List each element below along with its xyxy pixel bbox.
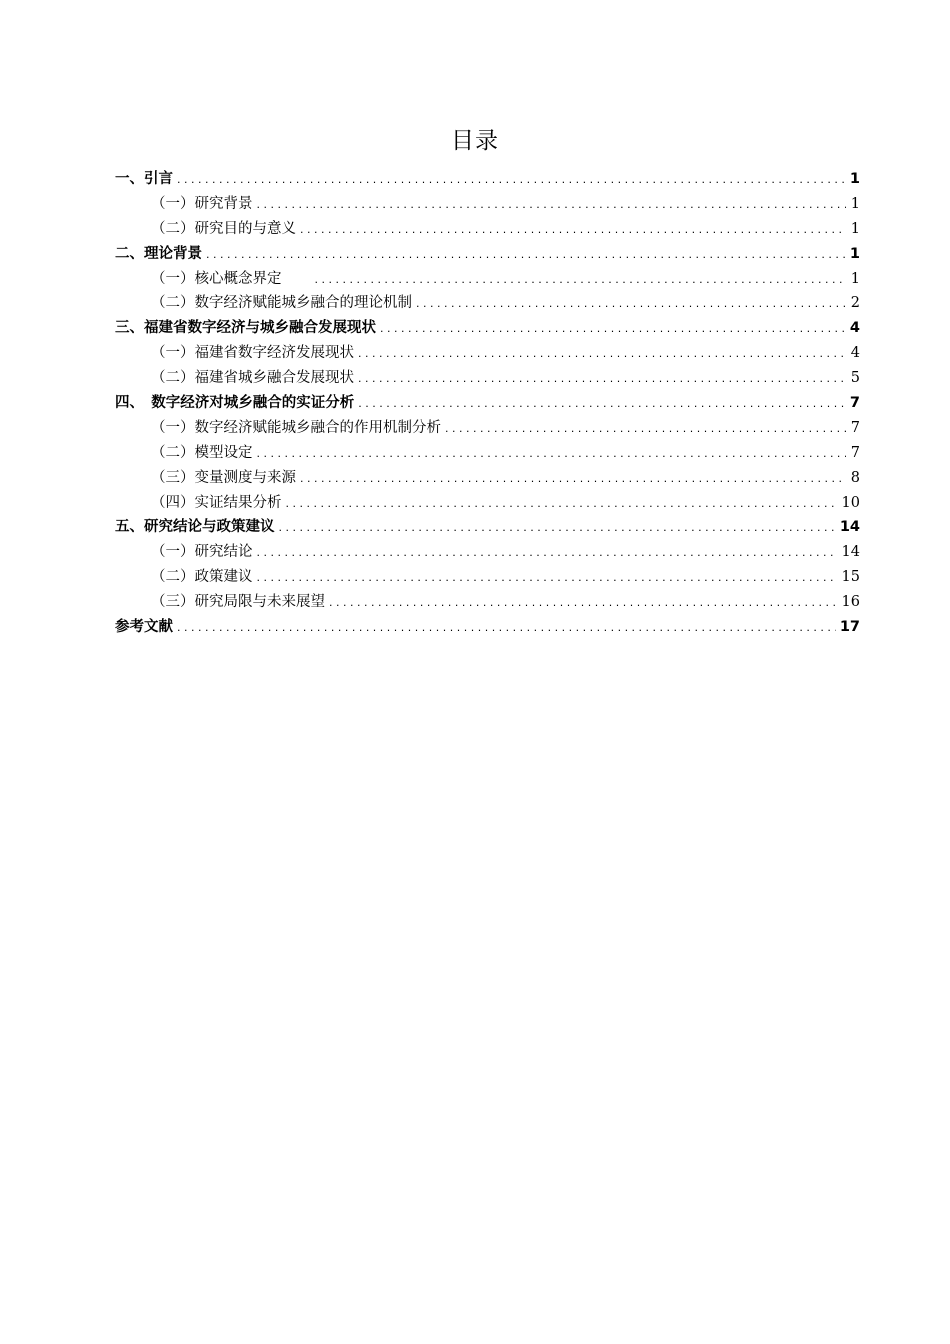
toc-entry-text: （一）数字经济赋能城乡融合的作用机制分析 <box>151 419 441 436</box>
toc-entry[interactable] <box>115 366 860 391</box>
toc-dot-leader <box>358 392 846 417</box>
toc-page-number: 7 <box>850 419 860 436</box>
toc-entry[interactable] <box>115 416 860 441</box>
toc-page-number: 4 <box>849 320 860 337</box>
toc-page-number: 14 <box>839 519 860 536</box>
toc-entry[interactable] <box>115 316 860 341</box>
toc-dot-leader <box>257 541 838 566</box>
toc-entry-text: 二、理论背景 <box>115 245 202 262</box>
toc-entry-text: 参考文献 <box>115 619 173 636</box>
toc-entry[interactable] <box>115 391 860 416</box>
toc-entry[interactable] <box>115 267 860 292</box>
toc-page-number: 1 <box>850 220 860 237</box>
table-of-contents <box>115 167 860 640</box>
toc-dot-leader <box>358 342 846 367</box>
toc-entry-text: 四、 数字经济对城乡融合的实证分析 <box>115 395 355 412</box>
toc-page-number: 2 <box>850 295 860 312</box>
toc-entry-text: （二）政策建议 <box>151 569 253 586</box>
toc-entry-text: （二）研究目的与意义 <box>151 220 296 237</box>
toc-entry[interactable] <box>115 615 860 640</box>
toc-entry[interactable] <box>115 341 860 366</box>
toc-page-number: 10 <box>841 494 860 511</box>
toc-dot-leader <box>416 292 846 317</box>
toc-page-number: 1 <box>850 195 860 212</box>
toc-entry-text: 一、引言 <box>115 171 173 187</box>
toc-page-number: 1 <box>849 171 860 187</box>
toc-entry[interactable] <box>115 540 860 565</box>
toc-entry-text: 三、福建省数字经济与城乡融合发展现状 <box>115 320 376 337</box>
toc-entry[interactable] <box>115 291 860 316</box>
toc-page-number: 14 <box>841 544 860 561</box>
toc-dot-leader <box>300 218 846 243</box>
toc-dot-leader <box>257 442 847 467</box>
toc-dot-leader <box>315 268 847 293</box>
toc-entry[interactable] <box>115 192 860 217</box>
toc-entry[interactable] <box>115 515 860 540</box>
toc-entry-text: （一）核心概念界定 <box>151 270 311 287</box>
toc-entry-text: （二）福建省城乡融合发展现状 <box>151 370 354 387</box>
toc-dot-leader <box>286 492 838 517</box>
toc-entry-text: （三）研究局限与未来展望 <box>151 594 325 611</box>
toc-page-number: 1 <box>849 245 860 262</box>
toc-page-number: 1 <box>850 270 860 287</box>
toc-entry[interactable] <box>115 590 860 615</box>
toc-entry[interactable] <box>115 491 860 516</box>
toc-entry-text: （四）实证结果分析 <box>151 494 282 511</box>
toc-page-number: 15 <box>841 569 860 586</box>
toc-page-number: 16 <box>841 594 860 611</box>
toc-dot-leader <box>329 591 838 616</box>
toc-entry[interactable] <box>115 466 860 491</box>
toc-entry-text: （一）福建省数字经济发展现状 <box>151 345 354 362</box>
toc-entry[interactable] <box>115 242 860 267</box>
toc-title: 目录 <box>451 128 499 154</box>
toc-entry[interactable] <box>115 167 860 192</box>
toc-entry[interactable] <box>115 441 860 466</box>
toc-entry-text: （二）数字经济赋能城乡融合的理论机制 <box>151 295 412 312</box>
toc-dot-leader <box>177 168 846 193</box>
toc-entry-text: （三）变量测度与来源 <box>151 469 296 486</box>
toc-entry-text: 五、研究结论与政策建议 <box>115 519 275 536</box>
toc-dot-leader <box>380 317 846 342</box>
toc-page-number: 8 <box>850 469 860 486</box>
toc-dot-leader <box>177 616 836 641</box>
toc-page-number: 17 <box>839 619 860 636</box>
toc-entry-text: （一）研究背景 <box>151 195 253 212</box>
toc-dot-leader <box>358 367 846 392</box>
toc-dot-leader <box>257 566 838 591</box>
toc-entry[interactable] <box>115 565 860 590</box>
toc-dot-leader <box>279 516 836 541</box>
toc-dot-leader <box>300 467 846 492</box>
toc-page-number: 7 <box>850 444 860 461</box>
toc-page-number: 7 <box>849 395 860 412</box>
toc-dot-leader <box>206 243 846 268</box>
toc-dot-leader <box>445 417 846 442</box>
toc-entry-text: （二）模型设定 <box>151 444 253 461</box>
toc-page-number: 5 <box>850 370 860 387</box>
toc-page-number: 4 <box>850 345 860 362</box>
toc-entry[interactable] <box>115 217 860 242</box>
toc-entry-text: （一）研究结论 <box>151 544 253 561</box>
toc-dot-leader <box>257 193 847 218</box>
